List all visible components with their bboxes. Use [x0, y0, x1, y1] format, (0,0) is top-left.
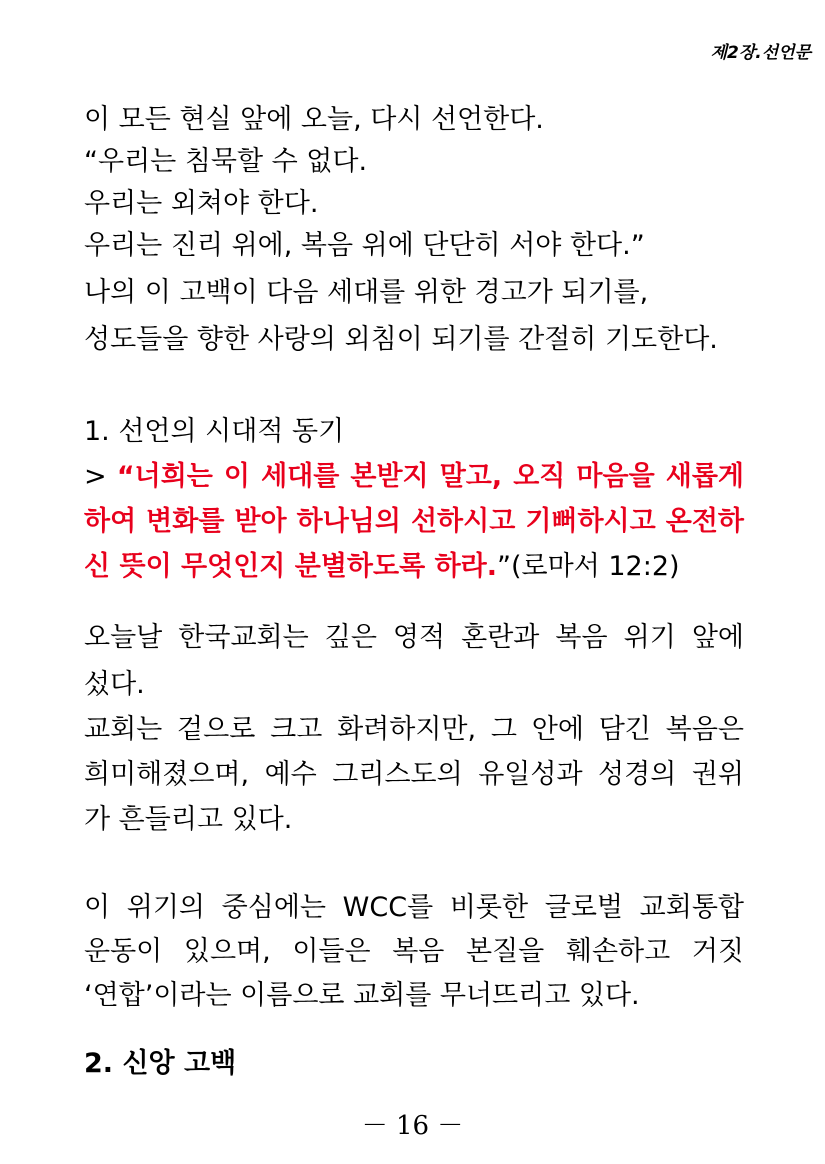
paragraph-line: 이 위기의 중심에는 WCC를 비롯한 글로벌 교회통합: [84, 892, 744, 923]
paragraph-line: 가 흔들리고 있다.: [84, 804, 293, 835]
scripture-quote-line: [84, 457, 744, 497]
page-number: － 16 －: [361, 1111, 464, 1141]
paragraph-line: 나의 이 고백이 다음 세대를 위한 경고가 되기를,: [84, 277, 649, 308]
paragraph-line: 성도들을 향한 사랑의 외침이 되기를 간절히 기도한다.: [84, 324, 718, 355]
paragraph-line: 이 모든 현실 앞에 오늘, 다시 선언한다.: [84, 104, 544, 135]
paragraph-line: 우리는 외쳐야 한다.: [84, 188, 319, 219]
paragraph-line: 희미해졌으며, 예수 그리스도의 유일성과 성경의 권위: [84, 759, 744, 790]
chapter-header: 제2장.선언문: [710, 43, 811, 63]
paragraph-line: 교회는 겉으로 크고 화려하지만, 그 안에 담긴 복음은: [84, 714, 744, 745]
scripture-quote-line: [84, 547, 744, 587]
paragraph-line: 오늘날 한국교회는 깊은 영적 혼란과 복음 위기 앞에: [84, 622, 744, 653]
quote-marker: >: [84, 461, 117, 492]
paragraph-line: “우리는 침묵할 수 없다.: [84, 146, 368, 177]
paragraph-line: 섰다.: [84, 669, 145, 700]
paragraph-line: 우리는 진리 위에, 복음 위에 단단히 서야 한다.”: [84, 230, 645, 261]
scripture-quote-line: 하여 변화를 받아 하나님의 선하시고 기뻐하시고 온전하: [84, 506, 744, 537]
quote-text: 신 뜻이 무엇인지 분별하도록 하라.: [84, 551, 498, 582]
scripture-reference: (로마서 12:2): [511, 551, 680, 582]
section-heading: 2. 신앙 고백: [84, 1048, 237, 1079]
quote-text: “너희는 이 세대를 본받지 말고, 오직 마음을 새롭게: [116, 461, 744, 492]
quote-close-mark: ”: [497, 551, 512, 582]
section-heading: 1. 선언의 시대적 동기: [84, 416, 345, 447]
paragraph-line: ‘연합’이라는 이름으로 교회를 무너뜨리고 있다.: [84, 980, 640, 1011]
paragraph-line: 운동이 있으며, 이들은 복음 본질을 훼손하고 거짓: [84, 936, 744, 967]
